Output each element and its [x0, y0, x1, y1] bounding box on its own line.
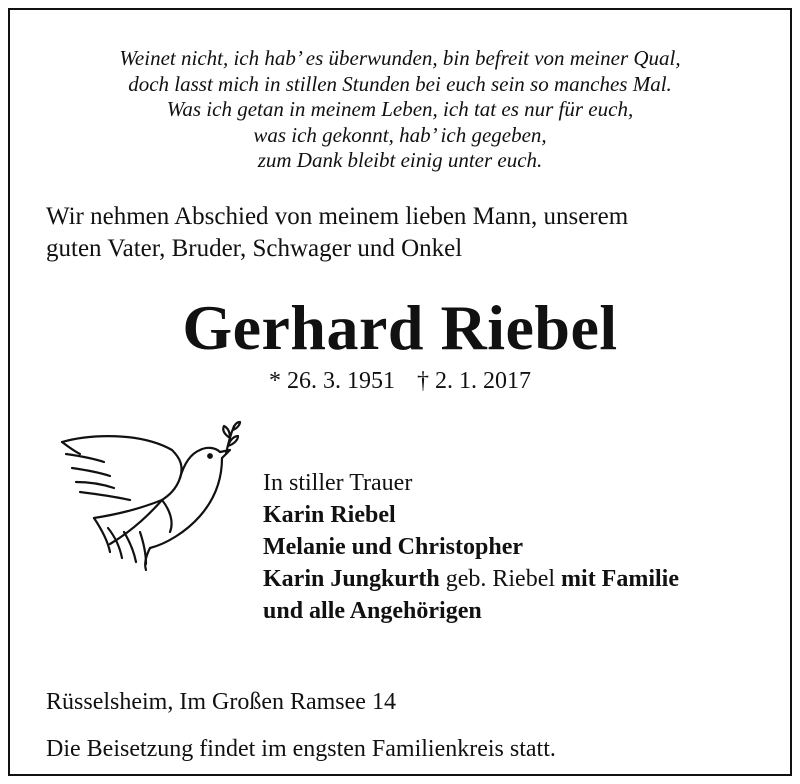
mourner-line: [263, 563, 679, 595]
intro-line: guten Vater, Bruder, Schwager und Onkel: [46, 235, 463, 262]
mourner-name: Melanie und Christopher: [263, 534, 524, 560]
mourner-name: Karin Riebel: [263, 502, 396, 528]
funeral-note: Die Beisetzung findet im engsten Familienkreis statt.: [46, 736, 556, 762]
maiden-name: geb. Riebel: [439, 566, 562, 592]
poem: [10, 46, 790, 174]
dove-with-olive-branch-icon: [50, 420, 250, 580]
deceased-name: Gerhard Riebel: [182, 292, 618, 363]
mourner-name: und alle Angehörigen: [263, 598, 482, 624]
life-dates: [10, 365, 790, 397]
intro-line: Wir nehmen Abschied von meinem lieben Mann, unserem: [46, 203, 629, 230]
address: Rüsselsheim, Im Großen Ramsee 14: [46, 689, 396, 715]
mourner-name: Karin Jungkurth: [263, 566, 440, 592]
mourners-block: [263, 467, 679, 627]
death-date: † 2. 1. 2017: [417, 368, 531, 394]
mourner-suffix: mit Familie: [561, 566, 679, 592]
birth-date: * 26. 3. 1951: [269, 368, 395, 394]
obituary-notice: [8, 8, 792, 776]
poem-line: Was ich getan in meinem Leben, ich tat es nur für euch,: [166, 97, 634, 121]
mourning-heading: In stiller Trauer: [263, 470, 413, 496]
poem-line: doch lasst mich in stillen Stunden bei euch sein so manches Mal.: [128, 71, 672, 96]
poem-line: was ich gekonnt, hab’ ich gegeben,: [253, 122, 547, 147]
farewell-intro: [46, 201, 628, 265]
poem-line: Weinet nicht, ich hab’ es überwunden, bin befreit von meiner Qual,: [119, 46, 681, 70]
poem-line: zum Dank bleibt einig unter euch.: [257, 148, 543, 172]
